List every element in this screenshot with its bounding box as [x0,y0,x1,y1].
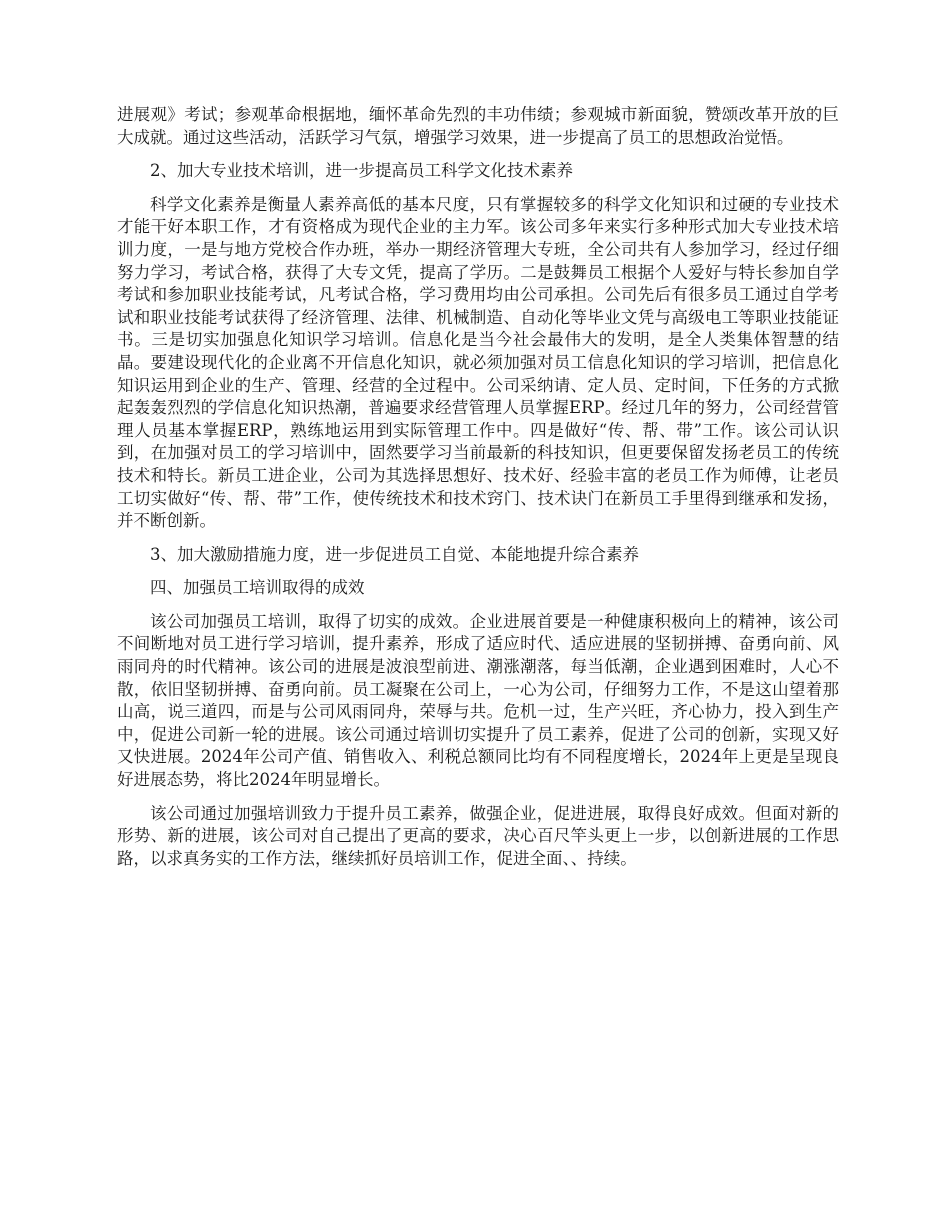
paragraph-professional-training: 科学文化素养是衡量人素养高低的基本尺度，只有掌握较多的科学文化知识和过硬的专业技术才能干好本职工作，才有资格成为现代企业的主力军。该公司多年来实行多种形式加大专业技术培训力度，一是与地方党校合作办班，举办一期经济管理大专班，全公司共有人参加学习，经过仔细努力学习，考试合格，获得了大专文凭，提高了学历。二是鼓舞员工根据个人爱好与特长参加自学考试和参加职业技能考试，凡考试合格，学习费用均由公司承担。公司先后有很多员工通过自学考试和职业技能考试获得了经济管理、法律、机械制造、自动化等毕业文凭与高级电工等职业技能证书。三是切实加强息化知识学习培训。信息化是当今社会最伟大的发明，是全人类集体智慧的结晶。要建设现代化的企业离不开信息化知识，就必须加强对员工信息化知识的学习培训，把信息化知识运用到企业的生产、管理、经营的全过程中。公司采纳请、定人员、定时间，下任务的方式掀起轰轰烈烈的学信息化知识热潮，普遍要求经营管理人员掌握ERP。经过几年的努力，公司经营管理人员基本掌握ERP，熟练地运用到实际管理工作中。四是做好“传、帮、带”工作。该公司认识到，在加强对员工的学习培训中，固然要学习当前最新的科技知识，但更要保留发扬老员工的传统技术和特长。新员工进企业，公司为其选择思想好、技术好、经验丰富的老员工作为师傅，让老员工切实做好“传、帮、带”工作，使传统技术和技术窍门、技术诀门在新员工手里得到继承和发扬，并不断创新。 [117,194,839,531]
paragraph-training-results: 该公司加强员工培训，取得了切实的成效。企业进展首要是一种健康积极向上的精神，该公司不间断地对员工进行学习培训，提升素养，形成了适应时代、适应进展的坚韧拼搏、奋勇向前、风雨同舟的时代精神。该公司的进展是波浪型前进、潮涨潮落，每当低潮，企业遇到困难时，人心不散，依旧坚韧拼搏、奋勇向前。员工凝聚在公司上，一心为公司，仔细努力工作，不是这山望着那山高，说三道四，而是与公司风雨同舟，荣辱与共。危机一过，生产兴旺，齐心协力，投入到生产中，促进公司新一轮的进展。该公司通过培训切实提升了员工素养，促进了公司的创新，实现又好又快进展。2024年公司产值、销售收入、利税总额同比均有不同程度增长，2024年上更是呈现良好进展态势，将比2024年明显增长。 [117,611,839,790]
paragraph-conclusion: 该公司通过加强培训致力于提升员工素养，做强企业，促进进展，取得良好成效。但面对新的形势、新的进展，该公司对自己提出了更高的要求，决心百尺竿头更上一步，以创新进展的工作思路，以求真务实的工作方法，继续抓好员培训工作，促进全面、、持续。 [117,803,839,868]
document-page [117,104,839,881]
heading-incentive-measures: 3、加大激励措施力度，进一步促进员工自觉、本能地提升综合素养 [150,544,639,564]
heading-training-results: 四、加强员工培训取得的成效 [150,578,365,598]
heading-professional-training: 2、加大专业技术培训，进一步提高员工科学文化技术素养 [150,161,573,181]
paragraph-political-study-conclusion: 进展观》考试；参观革命根据地，缅怀革命先烈的丰功伟绩；参观城市新面貌，赞颂改革开放的巨大成就。通过这些活动，活跃学习气氛，增强学习效果，进一步提高了员工的思想政治觉悟。 [117,105,839,147]
